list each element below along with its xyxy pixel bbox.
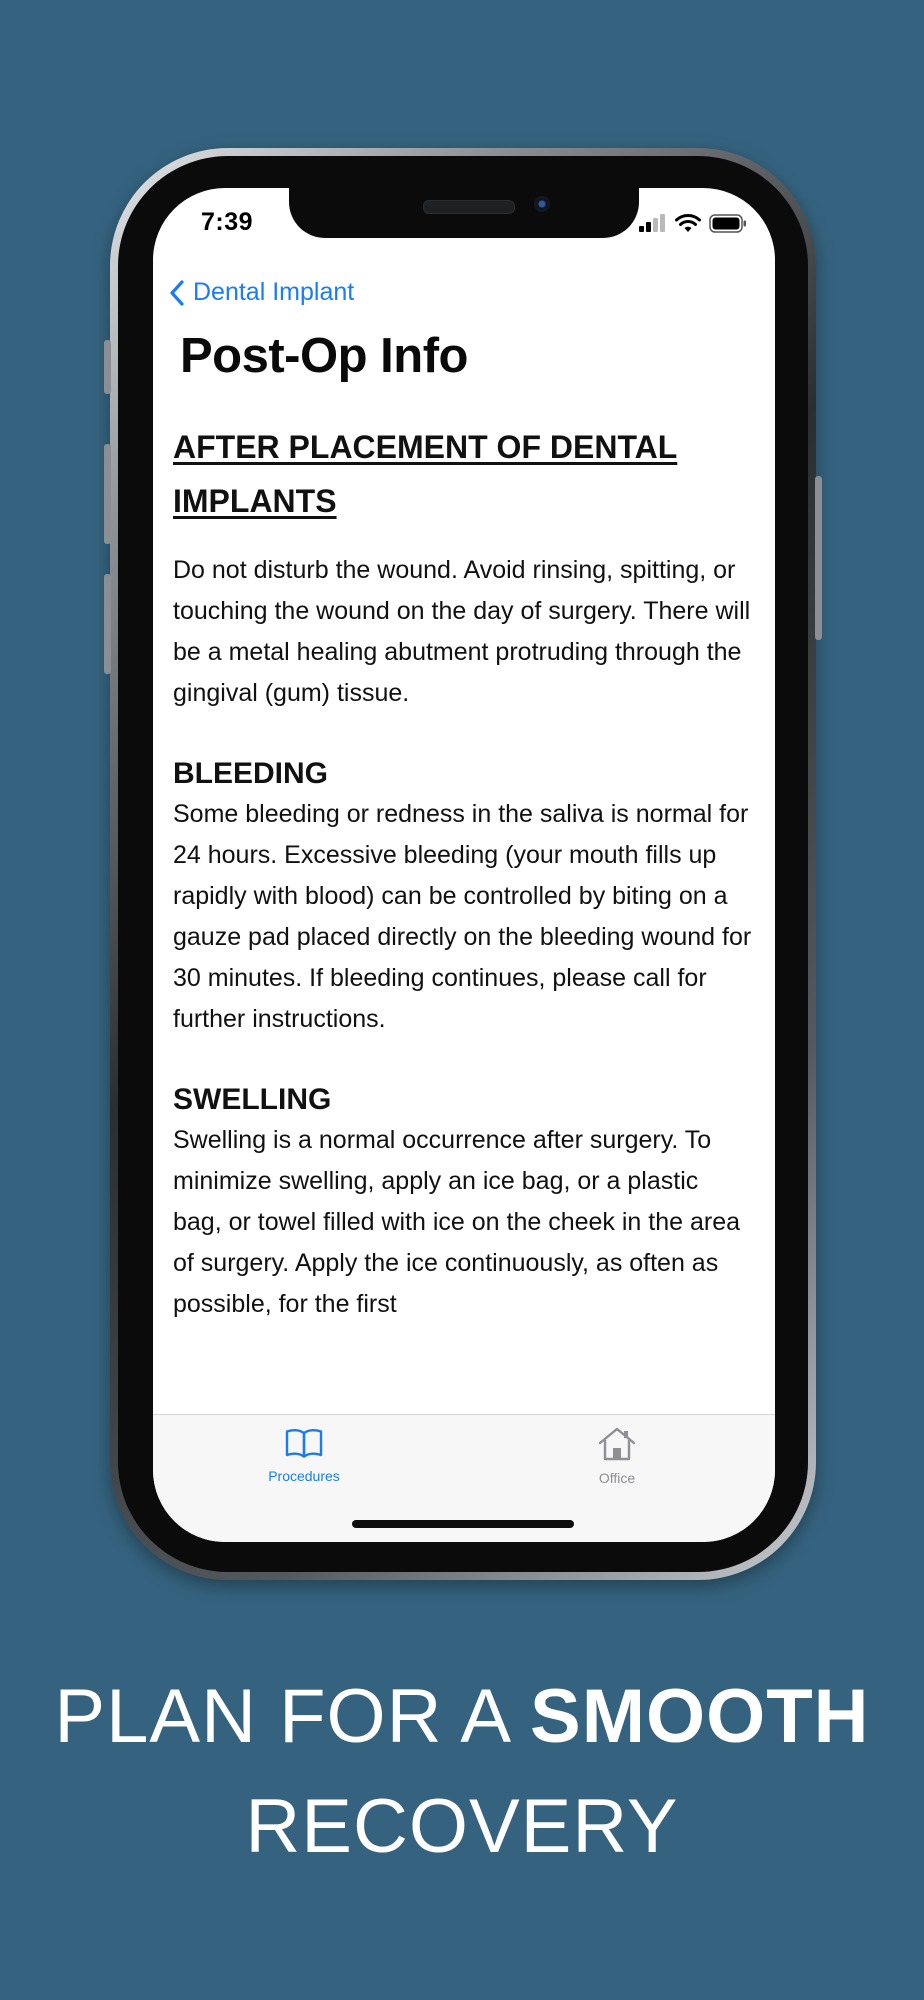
main-heading: AFTER PLACEMENT OF DENTAL IMPLANTS (173, 429, 678, 519)
back-button[interactable] (169, 278, 354, 307)
status-icons (639, 212, 747, 234)
back-button-label: Dental Implant (193, 278, 355, 306)
home-indicator[interactable] (352, 1520, 574, 1528)
book-icon (284, 1427, 324, 1459)
wifi-icon (675, 214, 701, 233)
tagline-line-2: RECOVERY (245, 1784, 679, 1869)
section-body-bleeding: Some bleeding or redness in the saliva is normal for 24 hours. Excessive bleeding (your mouth fills up rapidly with blood) can be controlled by biting on a gauze pad placed directly on the bleeding wound for 30 minutes. If bleeding continues, please call for further instructions. (173, 800, 752, 1033)
volume-up-button (104, 444, 111, 544)
battery-icon (709, 214, 747, 233)
tagline-line-1 (0, 1662, 924, 1772)
chevron-left-icon (169, 279, 185, 307)
section-heading-bleeding: BLEEDING (173, 757, 329, 790)
section-body-swelling: Swelling is a normal occurrence after surgery. To minimize swelling, apply an ice bag, or a plastic bag, or towel filled with ice on the cheek in the area of surgery. Apply the ice continuously, as often as possible, for the first (173, 1126, 741, 1318)
house-icon (597, 1427, 637, 1461)
tab-office-label: Office (598, 1470, 636, 1486)
phone-screen (153, 188, 775, 1542)
front-camera (534, 196, 550, 212)
mute-switch (104, 340, 111, 394)
tab-office[interactable] (557, 1427, 677, 1486)
tab-procedures-label: Procedures (268, 1468, 340, 1484)
page-title: Post-Op Info (180, 329, 468, 383)
article-content (173, 420, 753, 1325)
tab-procedures[interactable] (244, 1427, 364, 1484)
marketing-tagline (0, 1662, 924, 1882)
tagline-bold-text: SMOOTH (530, 1674, 870, 1759)
signal-icon (639, 214, 667, 232)
intro-paragraph: Do not disturb the wound. Avoid rinsing, spitting, or touching the wound on the day of surgery. There will be a metal healing abutment protruding through the gingival (gum) tissue. (173, 556, 751, 707)
notch (289, 188, 639, 238)
section-heading-swelling: SWELLING (173, 1083, 332, 1116)
status-time: 7:39 (201, 208, 254, 236)
volume-down-button (104, 574, 111, 674)
speaker-grille (423, 200, 515, 214)
power-button (815, 476, 822, 640)
tagline-regular-text: PLAN FOR A (54, 1674, 531, 1759)
